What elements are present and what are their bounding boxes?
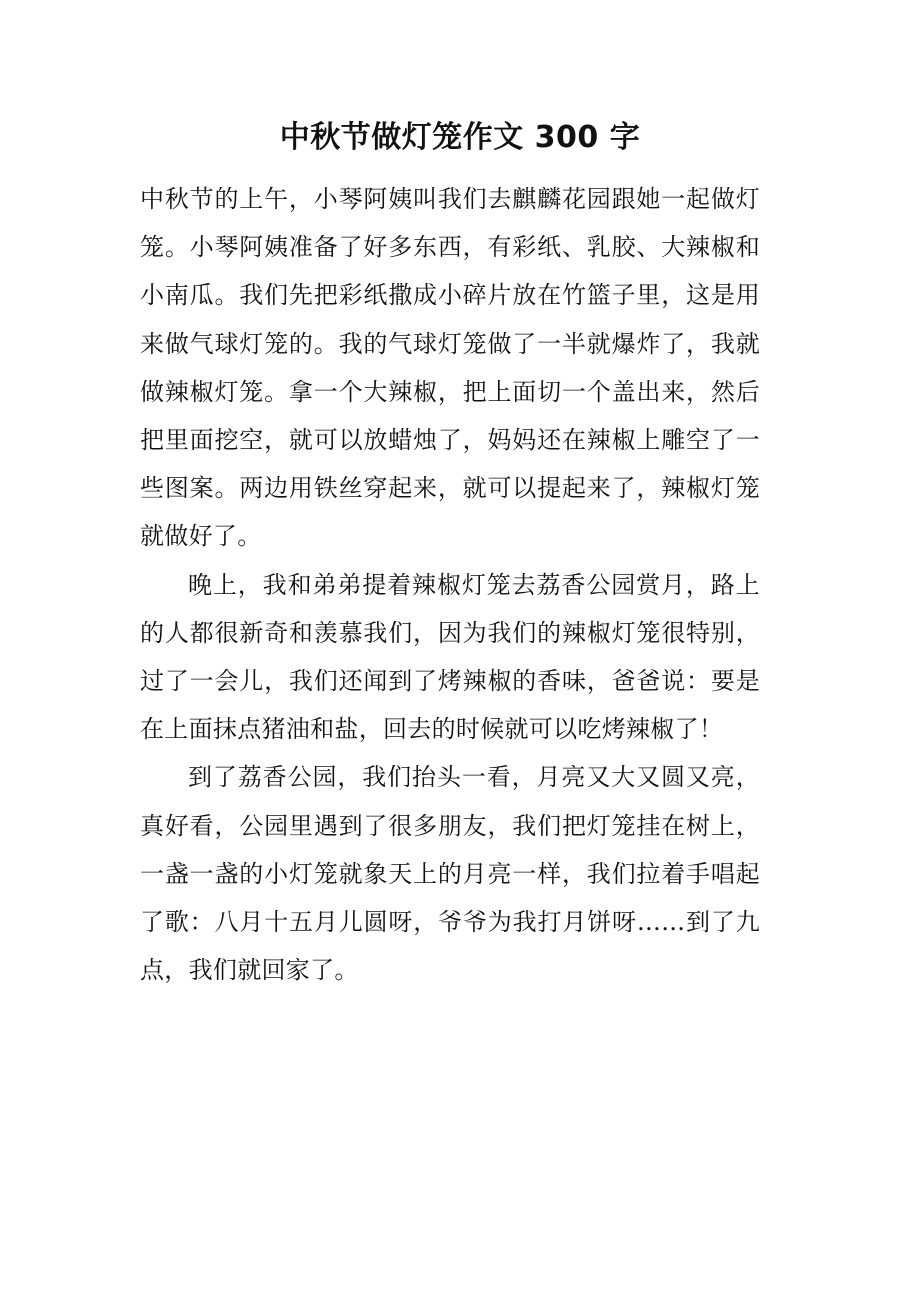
paragraph-2: 晚上，我和弟弟提着辣椒灯笼去荔香公园赏月，路上的人都很新奇和羡慕我们，因为我们的辣椒灯笼很特别，过了一会儿，我们还闻到了烤辣椒的香味，爸爸说：要是在上面抹点猪油和盐，回去的时候就可以吃烤辣椒了！ [140,570,760,744]
document-title: 中秋节做灯笼作文 300 字 [279,120,641,155]
paragraph-1: 中秋节的上午，小琴阿姨叫我们去麒麟花园跟她一起做灯笼。小琴阿姨准备了好多东西，有彩纸、乳胶、大辣椒和小南瓜。我们先把彩纸撒成小碎片放在竹篮子里，这是用来做气球灯笼的。我的气球灯笼做了一半就爆炸了，我就做辣椒灯笼。拿一个大辣椒，把上面切一个盖出来，然后把里面挖空，就可以放蜡烛了，妈妈还在辣椒上雕空了一些图案。两边用铁丝穿起来，就可以提起来了，辣椒灯笼就做好了。 [140,185,760,551]
paragraph-3: 到了荔香公园，我们抬头一看，月亮又大又圆又亮，真好看，公园里遇到了很多朋友，我们把灯笼挂在树上，一盏一盏的小灯笼就象天上的月亮一样，我们拉着手唱起了歌：八月十五月儿圆呀，爷爷为我打月饼呀……到了九点，我们就回家了。 [140,763,760,985]
essay-body [140,175,760,994]
